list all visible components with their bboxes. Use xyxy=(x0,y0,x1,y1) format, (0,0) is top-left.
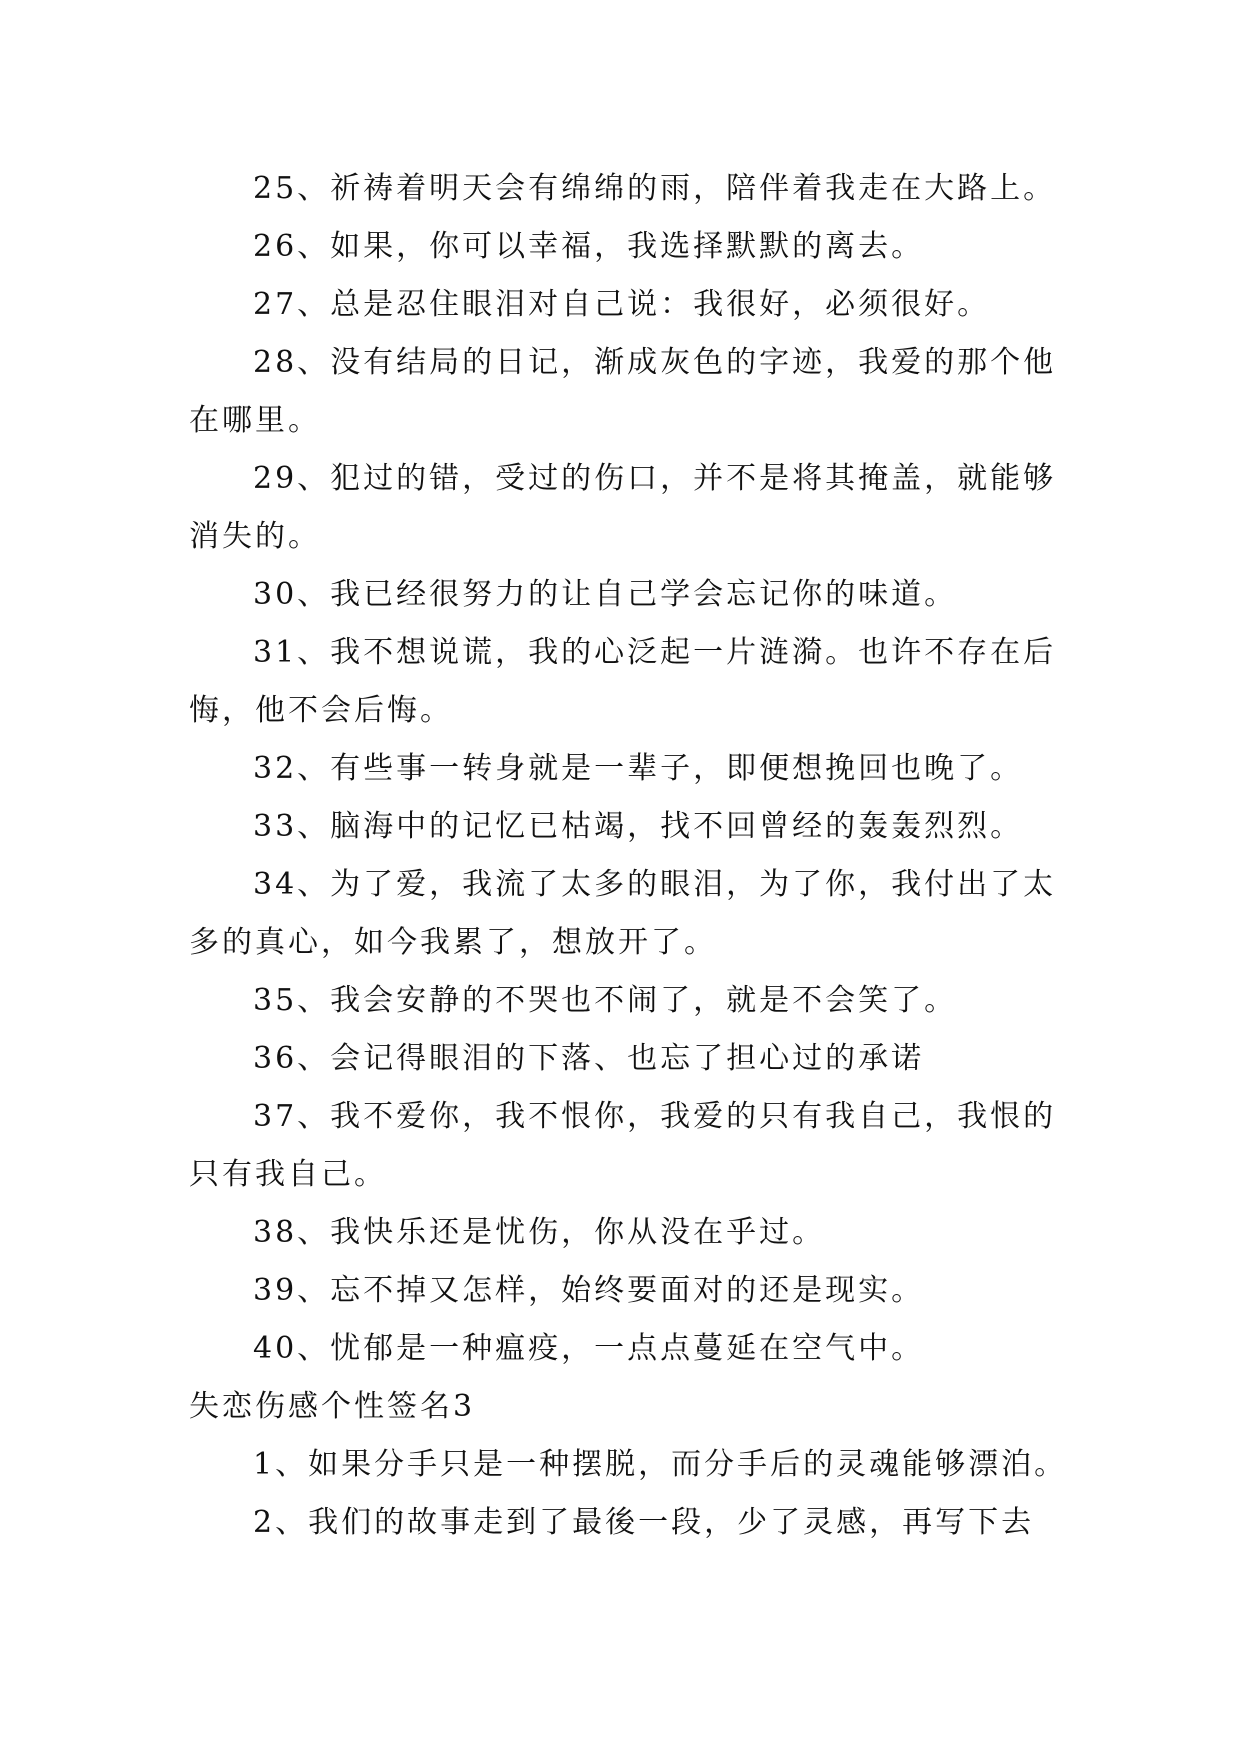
document-body xyxy=(189,160,1079,1552)
section-paragraph-2: 2、我们的故事走到了最後一段，少了灵感，再写下去 xyxy=(253,1505,1035,1540)
paragraph-36: 36、会记得眼泪的下落、也忘了担心过的承诺 xyxy=(253,1041,925,1076)
paragraph-38: 38、我快乐还是忧伤，你从没在乎过。 xyxy=(253,1215,826,1250)
paragraph-33: 33、脑海中的记忆已枯竭，找不回曾经的轰轰烈烈。 xyxy=(253,809,1024,844)
paragraph-31: 31、我不想说谎，我的心泛起一片涟漪。也许不存在后悔，他不会后悔。 xyxy=(189,635,1057,728)
paragraph-29: 29、犯过的错，受过的伤口，并不是将其掩盖，就能够消失的。 xyxy=(189,461,1057,554)
paragraph-25: 25、祈祷着明天会有绵绵的雨，陪伴着我走在大路上。 xyxy=(253,171,1057,206)
paragraph-30: 30、我已经很努力的让自己学会忘记你的味道。 xyxy=(253,577,958,612)
paragraph-28: 28、没有结局的日记，渐成灰色的字迹，我爱的那个他在哪里。 xyxy=(189,345,1057,438)
paragraph-34: 34、为了爱，我流了太多的眼泪，为了你，我付出了太多的真心，如今我累了，想放开了。 xyxy=(189,867,1057,960)
section-heading: 失恋伤感个性签名3 xyxy=(189,1389,476,1424)
paragraph-26: 26、如果，你可以幸福，我选择默默的离去。 xyxy=(253,229,925,264)
paragraph-32: 32、有些事一转身就是一辈子，即便想挽回也晚了。 xyxy=(253,751,1024,786)
paragraph-40: 40、忧郁是一种瘟疫，一点点蔓延在空气中。 xyxy=(253,1331,925,1366)
paragraph-37: 37、我不爱你，我不恨你，我爱的只有我自己，我恨的只有我自己。 xyxy=(189,1099,1057,1192)
paragraph-35: 35、我会安静的不哭也不闹了，就是不会笑了。 xyxy=(253,983,958,1018)
paragraph-39: 39、忘不掉又怎样，始终要面对的还是现实。 xyxy=(253,1273,925,1308)
paragraph-27: 27、总是忍住眼泪对自己说：我很好，必须很好。 xyxy=(253,287,991,322)
section-paragraph-1: 1、如果分手只是一种摆脱，而分手后的灵魂能够漂泊。 xyxy=(253,1447,1068,1482)
